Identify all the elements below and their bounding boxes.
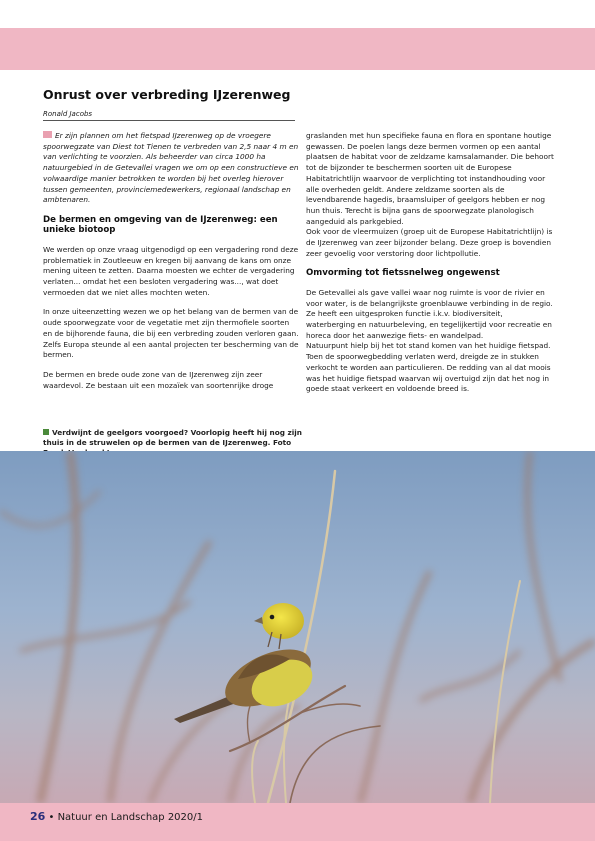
green-square-marker <box>43 429 49 435</box>
subheading-fietssnelweg: Omvorming tot fietssnelweg ongewenst <box>306 268 500 279</box>
page-folio <box>30 810 203 823</box>
subheading-biotoop: De bermen en omgeving van de IJzerenweg: een unieke biotoop <box>43 214 278 236</box>
pink-square-marker <box>43 131 52 138</box>
paragraph-3: De bermen en brede oude zone van de IJzerenweg zijn zeer waardevol. Ze bestaan uit een mozaïek van soortenrijke droge <box>43 369 274 390</box>
paragraph-4: graslanden met hun specifieke fauna en flora en spontane houtige gewassen. De poelen langs deze bermen vormen op een aantal plaatsen de habitat voor de zeldzame kamsalamander. Die behoort tot de bijzonder te beschermen soorten uit de Europese Habitatrichtlijn waarvoor de verplichting tot instandhouding voor alle overheden geldt. Andere zeldzame soorten als de levendbarende hagedis, braamsluiper of geelgors hebben er nog hun thuis. Terecht is bijna gans de spoorwegzate planologisch aangeduid als parkgebied. <box>306 131 554 226</box>
paragraph-5: Ook voor de vleermuizen (groep uit de Europese Habitatrichtlijn) is de IJzerenweg van zeer bijzonder belang. Deze groep is bovendien zeer gevoelig voor verstoring door lichtpollutie. <box>306 227 553 258</box>
article-author: Ronald Jacobs <box>43 110 295 121</box>
intro-text: Er zijn plannen om het fietspad IJzerenweg op de vroegere spoorwegzate van Diest tot Tienen te verbreden van 2,5 naar 4 m en van verlichting te voorzien. Als beheerder van circa 1000 ha natuurgebied in de Getevallei vragen we om op een constructieve en volwaardige manier betrokken te worden bij het overleg hierover tussen gemeenten, provinciemedewerkers, regionaal landschap en ambtenaren. <box>43 131 299 205</box>
paragraph-2: In onze uiteenzetting wezen we op het belang van de bermen van de oude spoorwegzate voor de vegetatie met zijn thermofiele soorten en de bijhorende fauna, die bij een verbreding zouden verloren gaan. Zelfs Europa steunde al een aantal projecten ter bescherming van de bermen. <box>43 307 299 360</box>
page-number: 26 <box>30 810 46 823</box>
header-band <box>0 28 595 70</box>
intro-paragraph <box>43 131 299 206</box>
yellowhammer-photo <box>0 451 595 803</box>
paragraph-6: De Getevallei als gave vallei waar nog ruimte is voor de rivier en voor water, is de belangrijkste groenblauwe verbinding in de regio. Ze heeft een uitgesproken functie i.k.v. biodiversiteit, waterberging en natuurbeleving, en tegelijkertijd voor recreatie en horeca door het aanwezige fiets- en wandelpad. <box>306 287 553 340</box>
publication-name: • Natuur en Landschap 2020/1 <box>45 812 203 823</box>
paragraph-7: Natuurpunt hielp bij het tot stand komen van het huidige fietspad. Toen de spoorwegbedding verlaten werd, dreigde ze in stukken verkocht te worden aan particulieren. De redding van al dat moois was het huidige fietspad waarvan wij overtuigd zijn dat het nog in goede staat verkeert en voldoende breed is. <box>306 341 551 394</box>
paragraph-1: We werden op onze vraag uitgenodigd op een vergadering rond deze problematiek in Zoutleeuw en kregen bij aanvang de kans om onze mening uiteen te zetten. Daarna moesten we echter de vergadering verlaten... omdat het een besloten vergadering was..., wat doet vermoeden dat we niet alles mochten weten. <box>43 244 299 297</box>
right-column <box>306 131 554 395</box>
article-title: Onrust over verbreding IJzerenweg <box>43 87 291 102</box>
caption-text: Verdwijnt de geelgors voorgoed? Voorlopig heeft hij nog zijn thuis in de struwelen op de bermen van de IJzerenweg. Foto <box>43 428 302 447</box>
left-column <box>43 131 299 391</box>
